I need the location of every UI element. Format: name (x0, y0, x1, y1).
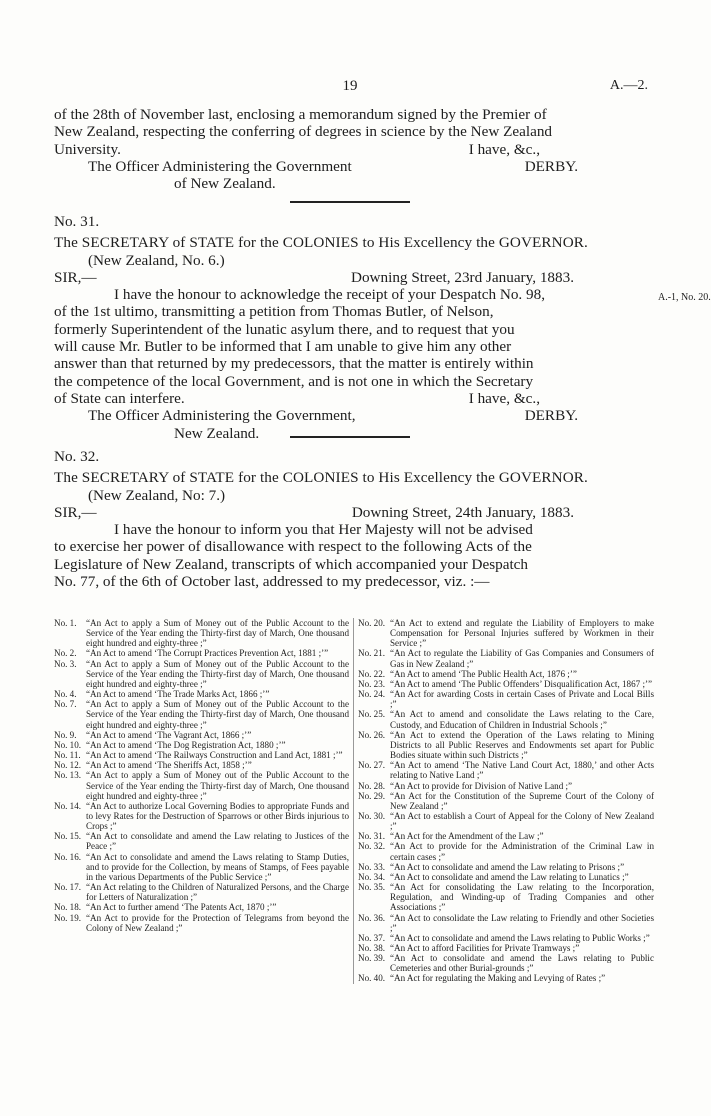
addressee-continued: New Zealand. (174, 424, 260, 442)
act-item (358, 862, 654, 872)
letter-heading: The SECRETARY of STATE for the COLONIES to His Excellency the GOVERNOR. (54, 469, 588, 487)
act-title: “An Act to consolidate and amend the Laws relating to Public Cemeteries and other Burial-grounds ;” (390, 953, 654, 974)
act-item (358, 791, 654, 811)
act-number: No. 25. (358, 709, 386, 720)
act-item (54, 852, 349, 882)
body-line: the competence of the local Government, and is not one in which the Secretary (54, 372, 534, 390)
act-title: “An Act for regulating the Making and Levying of Rates ;” (390, 973, 606, 984)
act-item (54, 913, 349, 933)
addressee: The Officer Administering the Government (88, 157, 352, 175)
addressee-continued: of New Zealand. (174, 175, 276, 193)
act-item (358, 760, 654, 780)
closing-phrase: I have, &c., (468, 140, 540, 158)
act-item (54, 730, 349, 740)
act-item (54, 740, 349, 750)
act-title: “An Act to apply a Sum of Money out of the Public Account to the Service of the Year ending the Thirty-first day of March, One thousand eight hundred and eighty-three ;” (86, 770, 349, 801)
act-number: No. 10. (54, 739, 82, 750)
act-number: No. 34. (358, 871, 386, 882)
act-item (54, 760, 349, 770)
signature: DERBY. (524, 407, 578, 425)
act-item (54, 659, 349, 689)
act-item (358, 811, 654, 831)
act-title: “An Act to apply a Sum of Money out of the Public Account to the Service of the Year ending the Thirty-first day of March, One thousand eight hundred and eighty-three ;” (86, 699, 349, 730)
body-line: to exercise her power of disallowance with respect to the following Acts of the (54, 538, 532, 556)
section-divider (0, 436, 700, 438)
act-item (54, 648, 349, 658)
act-title: “An Act to consolidate and amend the Laws relating to Public Works ;” (390, 932, 650, 943)
act-item (358, 618, 654, 648)
closing-row (54, 390, 654, 407)
act-item (358, 709, 654, 729)
place-date: Downing Street, 23rd January, 1883. (351, 268, 574, 286)
act-number: No. 28. (358, 780, 386, 791)
act-item (358, 689, 654, 709)
act-number: No. 35. (358, 882, 386, 893)
act-title: “An Act for the Amendment of the Law ;” (390, 831, 544, 842)
body-line: will cause Mr. Butler to be informed that I am unable to give him any other (54, 338, 512, 356)
act-number: No. 32. (358, 841, 386, 852)
body-line: I have the honour to acknowledge the receipt of your Despatch No. 98, (114, 286, 546, 304)
act-title: “An Act to amend and consolidate the Laws relating to the Care, Custody, and Education of Children in Industrial Schools ;” (390, 709, 654, 730)
letter-number: No. 31. (54, 213, 100, 230)
act-number: No. 39. (358, 953, 386, 964)
act-item (358, 872, 654, 882)
act-title: “An Act for consolidating the Law relating to the Incorporation, Regulation, and Winding-up of Trading Companies and other Associations ;” (390, 882, 654, 913)
act-title: “An Act to amend ‘The Public Health Act, 1876 ;’” (390, 668, 577, 679)
act-item (358, 973, 654, 983)
body-line: Legislature of New Zealand, transcripts of which accompanied your Despatch (54, 555, 529, 573)
act-title: “An Act for the Constitution of the Supreme Court of the Colony of New Zealand ;” (390, 790, 654, 811)
act-item (358, 679, 654, 689)
act-item (358, 882, 654, 912)
act-item (54, 750, 349, 760)
act-number: No. 24. (358, 689, 386, 700)
act-title: “An Act to consolidate and amend the Laws relating to Stamp Duties, and to provide for the Collection, by means of Stamps, of Fees payable in the various Departments of the Public Service ;” (86, 851, 349, 882)
act-number: No. 33. (358, 861, 386, 872)
act-number: No. 4. (54, 689, 77, 700)
act-title: “An Act to further amend ‘The Patents Act, 1870 ;’” (86, 902, 277, 913)
act-number: No. 15. (54, 831, 82, 842)
act-item (54, 770, 349, 800)
body-line: of the 28th of November last, enclosing a memorandum signed by the Premier of (54, 106, 547, 123)
act-item (358, 953, 654, 973)
act-title: “An Act to establish a Court of Appeal for the Colony of New Zealand ;” (390, 810, 654, 832)
act-number: No. 18. (54, 902, 82, 913)
act-number: No. 19. (54, 912, 82, 923)
place-date: Downing Street, 24th January, 1883. (351, 503, 574, 521)
signature: DERBY. (524, 157, 578, 175)
act-number: No. 2. (54, 648, 77, 659)
act-title: “An Act to consolidate and amend the Law relating to Justices of the Peace ;” (86, 831, 349, 852)
act-number: No. 30. (358, 810, 386, 821)
salutation-row (54, 269, 654, 286)
act-title: “An Act to provide for the Administration of the Criminal Law in certain cases ;” (390, 841, 654, 862)
act-number: No. 22. (358, 668, 386, 679)
act-item (358, 669, 654, 679)
signature-row (54, 407, 654, 424)
act-number: No. 20. (358, 618, 386, 628)
act-title: “An Act to amend ‘The Trade Marks Act, 1866 ;’” (86, 689, 270, 700)
act-number: No. 7. (54, 699, 77, 710)
act-title: “An Act to amend ‘The Sheriffs Act, 1858 ;’” (86, 760, 252, 771)
letter-32 (54, 448, 654, 590)
closing-phrase: I have, &c., (468, 389, 540, 407)
act-title: “An Act to extend the Operation of the Laws relating to Mining Districts to all Public Reserves and Endowments set apart for Public Bodies situate within such Districts ;” (390, 729, 654, 761)
page-number: 19 (342, 78, 358, 94)
act-title: “An Act to consolidate and amend the Law relating to Lunatics ;” (390, 871, 629, 882)
body-line: of State can interfere. (54, 389, 185, 407)
act-title: “An Act to amend ‘The Vagrant Act, 1866 ;’” (86, 729, 252, 740)
act-item (54, 902, 349, 912)
body-line: I have the honour to inform you that Her Majesty will not be advised (114, 521, 533, 539)
act-item (54, 689, 349, 699)
act-item (54, 699, 349, 729)
act-title: “An Act to consolidate the Law relating to Friendly and other Societies ;” (390, 912, 654, 933)
act-title: “An Act to apply a Sum of Money out of the Public Account to the Service of the Year ending the Thirty-first day of March, One thousand eight hundred and eighty-three ;” (86, 618, 349, 649)
salutation-row (54, 504, 654, 521)
act-number: No. 12. (54, 760, 82, 771)
letter-number: No. 32. (54, 448, 100, 465)
previous-letter-ending (54, 106, 654, 192)
act-number: No. 3. (54, 658, 77, 669)
letter-heading: The SECRETARY of STATE for the COLONIES to His Excellency the GOVERNOR. (54, 234, 588, 252)
act-title: “An Act to amend ‘The Railways Construction and Land Act, 1881 ;’” (86, 750, 343, 761)
act-number: No. 37. (358, 932, 386, 943)
act-title: “An Act to consolidate and amend the Law relating to Prisons ;” (390, 861, 625, 872)
act-number: No. 31. (358, 831, 386, 842)
act-title: “An Act to provide for Division of Native Land ;” (390, 780, 573, 791)
body-line: No. 77, of the 6th of October last, addressed to my predecessor, viz. :— (54, 573, 490, 591)
act-number: No. 9. (54, 729, 77, 740)
act-item (358, 943, 654, 953)
act-title: “An Act to extend and regulate the Liability of Employers to make Compensation for Personal Injuries suffered by Workmen in their Service ;” (390, 618, 654, 649)
acts-list (54, 618, 654, 984)
act-number: No. 38. (358, 943, 386, 953)
body-line: of the 1st ultimo, transmitting a petition from Thomas Butler, of Nelson, (54, 303, 494, 321)
act-item (54, 831, 349, 851)
act-item (358, 831, 654, 841)
letter-31 (54, 213, 654, 442)
act-number: No. 27. (358, 760, 386, 771)
act-item (54, 882, 349, 902)
act-number: No. 11. (54, 750, 81, 761)
act-title: “An Act to amend ‘The Public Offenders’ Disqualification Act, 1867 ;’” (390, 678, 653, 689)
act-number: No. 17. (54, 882, 82, 893)
act-number: No. 40. (358, 973, 386, 984)
despatch-reference: (New Zealand, No: 7.) (88, 486, 226, 504)
document-reference: A.—2. (609, 78, 648, 93)
act-number: No. 13. (54, 770, 82, 781)
act-item (54, 801, 349, 831)
act-title: “An Act to apply a Sum of Money out of the Public Account to the Service of the Year ending the Thirty-first day of March, One thousand eight hundred and eighty-three ;” (86, 658, 349, 689)
act-number: No. 14. (54, 800, 82, 811)
acts-column-right (354, 618, 654, 984)
act-item (358, 913, 654, 933)
act-item (54, 618, 349, 648)
act-number: No. 21. (358, 648, 386, 659)
act-title: “An Act to amend ‘The Corrupt Practices Prevention Act, 1881 ;’” (86, 648, 329, 659)
act-item (358, 933, 654, 943)
act-number: No. 16. (54, 851, 82, 862)
act-title: “An Act to provide for the Protection of Telegrams from beyond the Colony of New Zealand ;” (86, 912, 349, 933)
act-title: “An Act to amend ‘The Native Land Court Act, 1880,’ and other Acts relating to Native Land ;” (390, 760, 654, 781)
margin-reference: A.-1, No. 20. (658, 292, 711, 303)
act-item (358, 841, 654, 861)
act-title: “An Act to amend ‘The Dog Registration Act, 1880 ;’” (86, 739, 286, 750)
act-title: “An Act for awarding Costs in certain Cases of Private and Local Bills ;” (390, 689, 654, 710)
addressee: The Officer Administering the Government, (88, 407, 356, 425)
salutation: SIR,— (54, 268, 97, 286)
act-title: “An Act relating to the Children of Naturalized Persons, and the Charge for Letters of Naturalization ;” (86, 882, 349, 903)
act-item (358, 648, 654, 668)
signature-row (54, 158, 654, 175)
acts-column-left (54, 618, 354, 984)
body-line: University. (54, 140, 121, 158)
closing-row (54, 141, 654, 158)
body-line: formerly Superintendent of the lunatic asylum there, and to request that you (54, 320, 515, 338)
salutation: SIR,— (54, 503, 97, 521)
act-number: No. 29. (358, 790, 386, 801)
act-item (358, 730, 654, 760)
body-line: answer than that returned by my predecessors, that the matter is entirely within (54, 355, 534, 373)
act-title: “An Act to authorize Local Governing Bodies to appropriate Funds and to levy Rates for the Destruction of Sparrows or other Birds injurious to Crops ;” (86, 800, 349, 832)
act-title: “An Act to regulate the Liability of Gas Companies and Consumers of Gas in New Zealand ;” (390, 648, 654, 669)
act-title: “An Act to afford Facilities for Private Tramways ;” (390, 943, 580, 953)
act-number: No. 1. (54, 618, 77, 628)
act-number: No. 36. (358, 912, 386, 923)
act-number: No. 23. (358, 678, 386, 689)
section-divider (0, 201, 700, 203)
body-line: New Zealand, respecting the conferring of degrees in science by the New Zealand (54, 123, 553, 141)
act-number: No. 26. (358, 729, 386, 740)
despatch-reference: (New Zealand, No. 6.) (88, 251, 225, 269)
act-item (358, 781, 654, 791)
